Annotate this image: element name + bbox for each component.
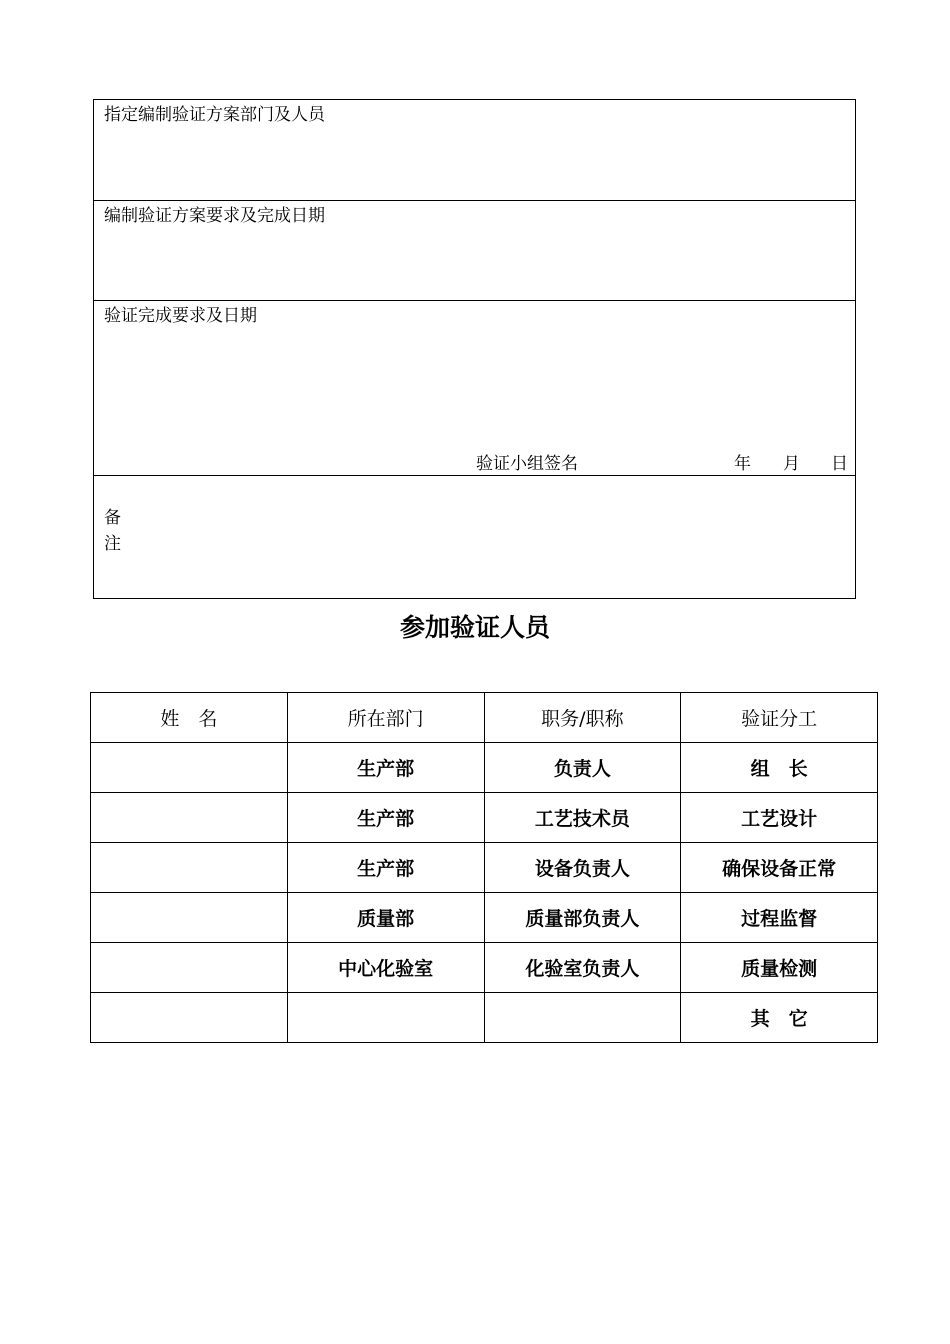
signature-label: 验证小组签名 bbox=[476, 454, 578, 474]
cell-position: 负责人 bbox=[484, 743, 681, 793]
table-row bbox=[91, 793, 878, 843]
year-label: 年 bbox=[734, 454, 751, 474]
table-row bbox=[91, 893, 878, 943]
cell-position: 工艺技术员 bbox=[484, 793, 681, 843]
cell-role: 确保设备正常 bbox=[681, 843, 878, 893]
validation-form bbox=[93, 99, 856, 599]
personnel-heading: 参加验证人员 bbox=[399, 613, 550, 642]
cell-role: 过程监督 bbox=[681, 893, 878, 943]
header-position: 职务/职称 bbox=[484, 693, 681, 743]
remarks-section bbox=[94, 476, 855, 600]
day-label: 日 bbox=[831, 454, 848, 474]
table-header-row bbox=[91, 693, 878, 743]
cell-role: 质量检测 bbox=[681, 943, 878, 993]
cell-name bbox=[91, 993, 288, 1043]
table-row bbox=[91, 743, 878, 793]
cell-name bbox=[91, 843, 288, 893]
cell-position: 设备负责人 bbox=[484, 843, 681, 893]
personnel-table bbox=[90, 692, 878, 1043]
cell-name bbox=[91, 743, 288, 793]
completion-requirements-label: 验证完成要求及日期 bbox=[104, 306, 257, 326]
cell-name bbox=[91, 793, 288, 843]
cell-role: 工艺设计 bbox=[681, 793, 878, 843]
cell-department: 生产部 bbox=[287, 793, 484, 843]
cell-role: 其 它 bbox=[681, 993, 878, 1043]
completion-requirements-section bbox=[94, 301, 855, 476]
remarks-char-1: 备 bbox=[104, 508, 121, 528]
month-label: 月 bbox=[783, 454, 800, 474]
cell-department: 中心化验室 bbox=[287, 943, 484, 993]
header-role: 验证分工 bbox=[681, 693, 878, 743]
remarks-char-2: 注 bbox=[104, 534, 121, 554]
plan-requirements-section bbox=[94, 201, 855, 301]
cell-department: 生产部 bbox=[287, 843, 484, 893]
header-name: 姓 名 bbox=[91, 693, 288, 743]
cell-department: 质量部 bbox=[287, 893, 484, 943]
cell-position: 化验室负责人 bbox=[484, 943, 681, 993]
table-row bbox=[91, 843, 878, 893]
remarks-label bbox=[104, 505, 121, 557]
cell-name bbox=[91, 943, 288, 993]
designated-dept-label: 指定编制验证方案部门及人员 bbox=[104, 105, 325, 125]
cell-name bbox=[91, 893, 288, 943]
plan-requirements-label: 编制验证方案要求及完成日期 bbox=[104, 206, 325, 226]
table-row bbox=[91, 993, 878, 1043]
designated-dept-section bbox=[94, 100, 855, 201]
table-row bbox=[91, 943, 878, 993]
cell-department: 生产部 bbox=[287, 743, 484, 793]
cell-role: 组 长 bbox=[681, 743, 878, 793]
cell-position: 质量部负责人 bbox=[484, 893, 681, 943]
header-department: 所在部门 bbox=[287, 693, 484, 743]
cell-position bbox=[484, 993, 681, 1043]
cell-department bbox=[287, 993, 484, 1043]
